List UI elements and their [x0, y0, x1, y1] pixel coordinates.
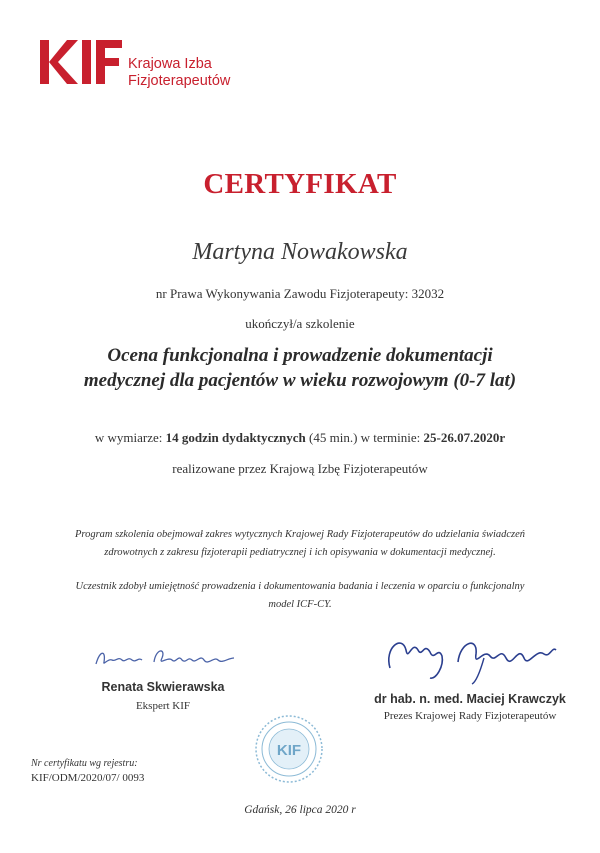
registry-label: Nr certyfikatu wg rejestru: — [31, 758, 138, 769]
duration-hours: 14 godzin dydaktycznych — [165, 430, 306, 445]
program-description — [0, 526, 600, 562]
term-label: w terminie: — [360, 430, 421, 445]
duration-minutes: (45 min.) — [309, 430, 358, 445]
recipient-name: Martyna Nowakowska — [192, 239, 408, 265]
signatory-1-role: Ekspert KIF — [135, 700, 191, 712]
completed-text: ukończył/a szkolenie — [245, 316, 355, 331]
logo-line-1: Krajowa Izba — [128, 56, 212, 72]
signatory-2-role: Prezes Krajowej Rady Fizjoterapeutów — [383, 710, 557, 722]
signatory-2-name: dr hab. n. med. Maciej Krawczyk — [374, 692, 566, 706]
course-title — [0, 343, 600, 393]
program-line-1: Program szkolenia obejmował zakres wytycznych Krajowej Rady Fizjoterapeutów do udzielania świadczeń — [74, 529, 526, 540]
outcome-description — [0, 578, 600, 614]
kif-logo-mark — [36, 36, 126, 96]
kif-seal-stamp — [252, 712, 326, 786]
svg-text:KIF: KIF — [276, 742, 302, 759]
license-number: nr Prawa Wykonywania Zawodu Fizjoterapeuty: 32032 — [155, 286, 445, 301]
organizer-line: realizowane przez Krajową Izbę Fizjoterapeutów — [172, 461, 428, 476]
course-title-line-2: medycznej dla pacjentów w wieku rozwojowym (0-7 lat) — [83, 370, 517, 391]
outcome-line-1: Uczestnik zdobył umiejętność prowadzenia i dokumentowania badania i leczenia w oparciu o funkcjonalny — [75, 581, 525, 592]
kif-logo-text — [128, 56, 230, 90]
term-dates: 25-26.07.2020r — [423, 430, 506, 445]
logo-line-2: Fizjoterapeutów — [128, 73, 231, 89]
course-title-line-1: Ocena funkcjonalna i prowadzenie dokumentacji — [107, 345, 493, 366]
certificate-title: CERTYFIKAT — [203, 168, 397, 200]
program-line-2: zdrowotnych z zakresu fizjoterapii pediatrycznej i ich opisywania w dokumentacji medycznej. — [104, 547, 496, 558]
duration-prefix: w wymiarze: — [94, 430, 163, 445]
signature-1-handwriting — [92, 640, 242, 674]
signature-2-handwriting — [380, 628, 560, 686]
registry-number: KIF/ODM/2020/07/ 0093 — [31, 772, 145, 784]
duration-line — [0, 430, 600, 446]
kif-logo — [36, 36, 256, 96]
signatory-1-name: Renata Skwierawska — [101, 680, 225, 694]
outcome-line-2: model ICF-CY. — [268, 599, 332, 610]
place-and-date: Gdańsk, 26 lipca 2020 r — [244, 804, 356, 816]
